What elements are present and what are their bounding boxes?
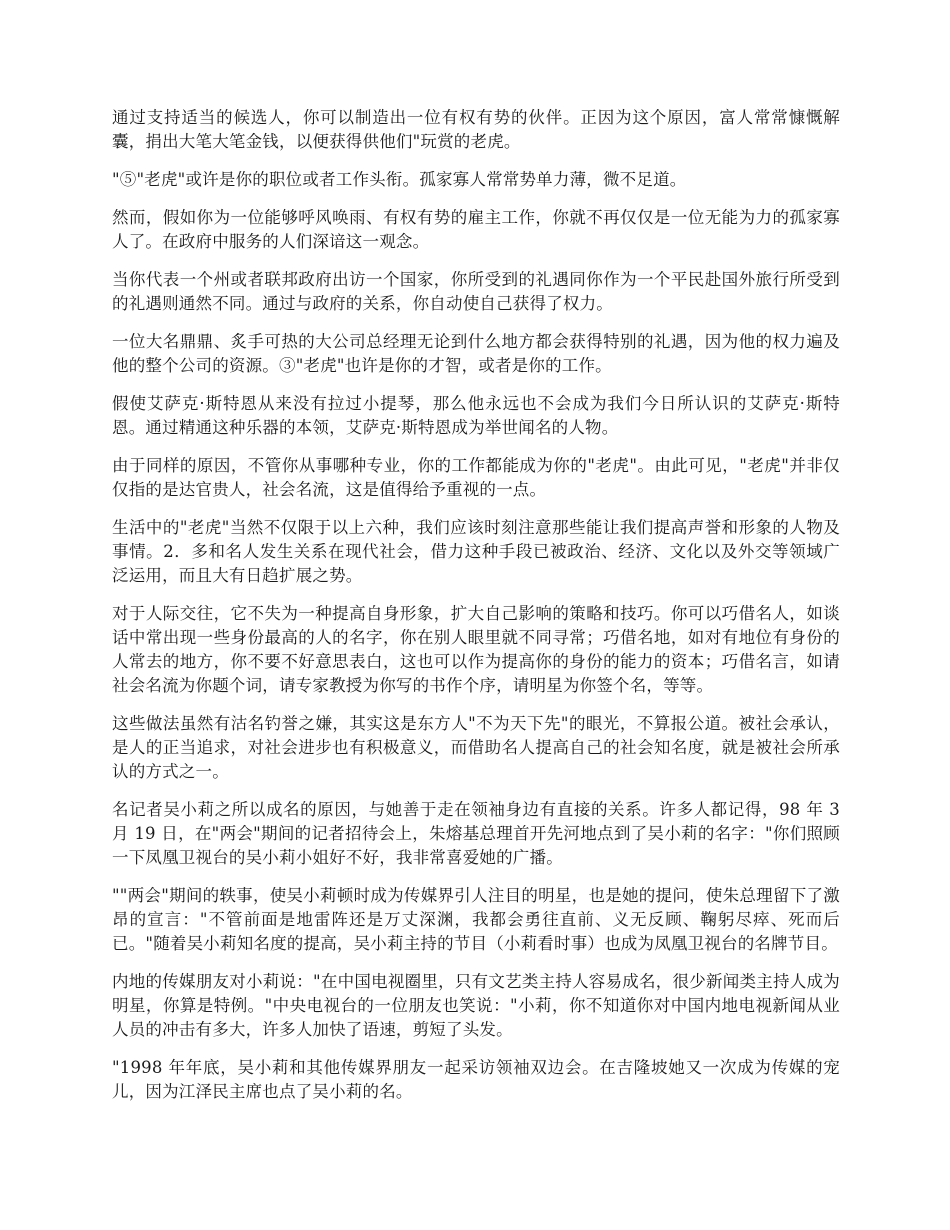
paragraph: "1998 年年底，吴小莉和其他传媒界朋友一起采访领袖双边会。在吉隆坡她又一次成为传媒的宠儿，因为江泽民主席也点了吴小莉的名。 [112, 1058, 840, 1101]
paragraph: 生活中的"老虎"当然不仅限于以上六种，我们应该时刻注意那些能让我们提高声誉和形象的人物及事情。2．多和名人发生关系在现代社会，借力这种手段已被政治、经济、文化以及外交等领域广泛运用，而且大有日趋扩展之势。 [112, 518, 840, 585]
paragraph: 假使艾萨克·斯特恩从来没有拉过小提琴，那么他永远也不会成为我们今日所认识的艾萨克·斯特恩。通过精通这种乐器的本领，艾萨克·斯特恩成为举世闻名的人物。 [112, 394, 840, 437]
paragraph: 由于同样的原因，不管你从事哪种专业，你的工作都能成为你的"老虎"。由此可见，"老虎"并非仅仅指的是达官贵人，社会名流，这是值得给予重视的一点。 [112, 456, 840, 499]
paragraph: 然而，假如你为一位能够呼风唤雨、有权有势的雇主工作，你就不再仅仅是一位无能为力的孤家寡人了。在政府中服务的人们深谙这一观念。 [112, 208, 840, 251]
document-page [112, 106, 840, 1118]
paragraph: 内地的传媒朋友对小莉说："在中国电视圈里，只有文艺类主持人容易成名，很少新闻类主持人成为明星，你算是特例。"中央电视台的一位朋友也笑说："小莉，你不知道你对中国内地电视新闻从业人员的冲击有多大，许多人加快了语速，剪短了头发。 [112, 972, 840, 1039]
paragraph: ""两会"期间的轶事，使吴小莉顿时成为传媒界引人注目的明星，也是她的提问，使朱总理留下了激昂的宣言："不管前面是地雷阵还是万丈深渊，我都会勇往直前、义无反顾、鞠躬尽瘁、死而后已。"随着吴小莉知名度的提高，吴小莉主持的节目（小莉看时事）也成为凤凰卫视台的名牌节目。 [112, 886, 840, 953]
paragraph: 一位大名鼎鼎、炙手可热的大公司总经理无论到什么地方都会获得特别的礼遇，因为他的权力遍及他的整个公司的资源。③"老虎"也许是你的才智，或者是你的工作。 [112, 332, 840, 375]
paragraph: 这些做法虽然有沽名钓誉之嫌，其实这是东方人"不为天下先"的眼光，不算报公道。被社会承认，是人的正当追求，对社会进步也有积极意义，而借助名人提高自己的社会知名度，就是被社会所承认的方式之一。 [112, 714, 840, 781]
paragraph: 名记者吴小莉之所以成名的原因，与她善于走在领袖身边有直接的关系。许多人都记得，98 年 3 月 19 日，在"两会"期间的记者招待会上，朱熔基总理首开先河地点到了吴小莉的名字："你们照顾一下凤凰卫视台的吴小莉小姐好不好，我非常喜爱她的广播。 [112, 800, 840, 867]
paragraph: 对于人际交往，它不失为一种提高自身形象，扩大自己影响的策略和技巧。你可以巧借名人，如谈话中常出现一些身份最高的人的名字，你在别人眼里就不同寻常；巧借名地，如对有地位有身份的人常去的地方，你不要不好意思表白，这也可以作为提高你的身份的能力的资本；巧借名言，如请社会名流为你题个词，请专家教授为你写的书作个序，请明星为你签个名，等等。 [112, 604, 840, 695]
paragraph: "⑤"老虎"或许是你的职位或者工作头衔。孤家寡人常常势单力薄，微不足道。 [112, 170, 687, 189]
paragraph: 当你代表一个州或者联邦政府出访一个国家，你所受到的礼遇同你作为一个平民赴国外旅行所受到的礼遇则通然不同。通过与政府的关系，你自动使自己获得了权力。 [112, 270, 840, 313]
paragraph: 通过支持适当的候选人，你可以制造出一位有权有势的伙伴。正因为这个原因，富人常常慷慨解囊，捐出大笔大笔金钱，以便获得供他们"玩赏的老虎。 [112, 108, 840, 151]
